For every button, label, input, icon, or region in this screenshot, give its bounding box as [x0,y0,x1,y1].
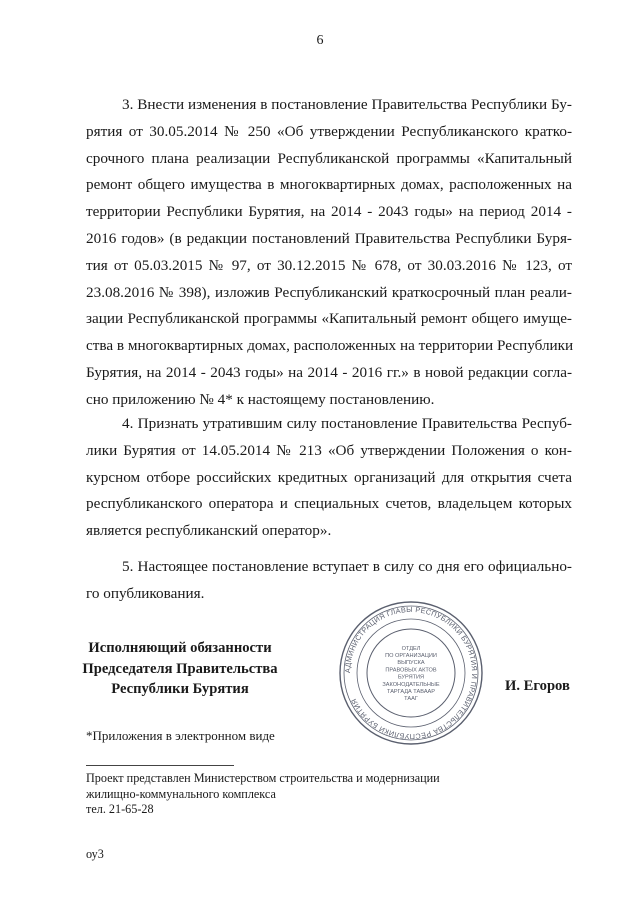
paragraph-line: сно приложению № 4* к настоящему постановлению. [86,390,435,408]
document-code: оу3 [86,847,104,861]
paragraph-line: ства в многоквартирных домах, расположенных на территории Республики [86,337,574,355]
stamp-center-line: ЗАКОНОДАТЕЛЬНЫЕ [382,681,440,688]
official-stamp [338,600,484,746]
appendix-note: *Приложения в электронном виде [86,728,275,743]
paragraph-line: 2016 годов» (в редакции постановлений Правительства Республики Буря- [86,229,572,247]
paragraph-line: Бурятия, на 2014 - 2043 годы» на 2014 - 2016 гг.» в новой редакции согла- [86,363,572,381]
stamp-center-line: ТААГ [404,696,418,703]
footer-line: Проект представлен Министерством строительства и модернизации [86,771,440,785]
footnote-divider [86,765,234,766]
page-number: 6 [316,33,324,48]
paragraph-line: го опубликования. [86,584,205,602]
paragraph-line: тия от 05.03.2015 № 97, от 30.12.2015 № 678, от 30.03.2016 № 123, от [86,256,572,274]
paragraph-line: 5. Настоящее постановление вступает в силу со дня его официально- [122,558,572,575]
paragraph-line: является республиканский оператор». [86,522,332,540]
paragraph-line: республиканского оператора и специальных счетов, владельцем которых [86,495,572,513]
paragraph-line: 4. Признать утратившим силу постановление Правительства Респуб- [122,415,572,432]
paragraph-5 [86,554,572,608]
paragraph-4 [86,411,572,545]
footer-line: жилищно-коммунального комплекса [86,786,276,801]
paragraph-line: 23.08.2016 № 398), изложив Республиканский краткосрочный план реали- [86,283,572,301]
paragraph-line: срочного плана реализации Республиканской программы «Капитальный [86,149,572,167]
stamp-center-line: ПО ОРГАНИЗАЦИИ [385,653,437,659]
signatory-title [70,638,290,700]
signatory-title-line: Исполняющий обязанности [88,640,272,656]
signatory-title-line: Председателя Правительства [82,660,278,677]
paragraph-line: 3. Внести изменения в постановление Правительства Республики Бу- [122,96,572,113]
stamp-center-line: БУРЯТИЯ [397,674,425,681]
stamp-center-line: ОТДЕЛ [401,645,421,652]
paragraph-line: ремонт общего имущества в многоквартирных домах, расположенных на [86,176,572,194]
stamp-ring-textpath: АДМИНИСТРАЦИЯ ГЛАВЫ РЕСПУБЛИКИ БУРЯТИЯ И ПРАВИТЕЛЬСТВА РЕСПУБЛИКИ БУРЯТИЯ [342,604,480,742]
signatory-name: И. Егоров [505,678,570,694]
paragraph-line: лики Бурятия от 14.05.2014 № 213 «Об утверждении Положения о кон- [86,441,572,459]
paragraph-line: рятия от 30.05.2014 № 250 «Об утверждении Республиканского кратко- [86,122,572,140]
paragraph-line: курсном отборе российских кредитных организаций для открытия счета [86,468,572,486]
stamp-center-line: ПРАВОВЫХ АКТОВ [385,667,437,674]
signatory-title-line: Республики Бурятия [111,681,249,697]
paragraph-line: территории Республики Бурятия, на 2014 - 2043 годы» на период 2014 - [86,203,572,221]
stamp-center-line: ВЫПУСКА [397,660,425,667]
paragraph-3 [86,92,572,414]
stamp-center-line: ТАРГАДА ТАВААР [386,689,436,695]
paragraph-line: зации Республиканской программы «Капитальный ремонт общего имуще- [86,310,572,328]
footer-contact [86,771,440,818]
footer-line: тел. 21-65-28 [86,802,154,816]
